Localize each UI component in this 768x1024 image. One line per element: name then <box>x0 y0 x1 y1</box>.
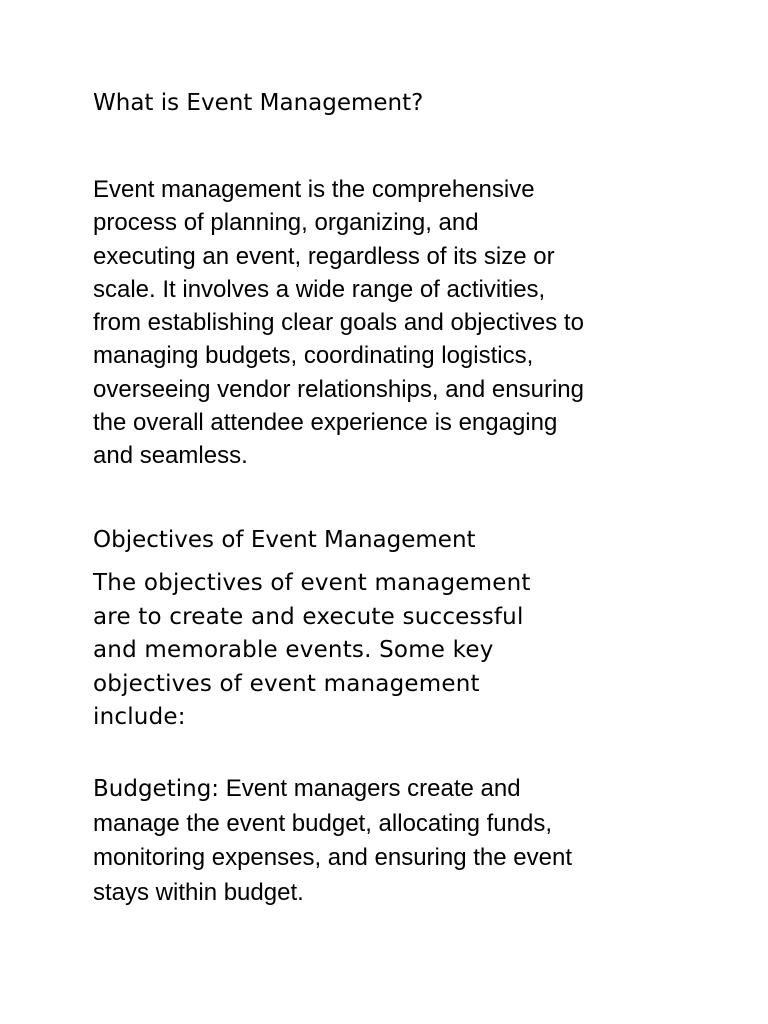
budgeting-label: Budgeting: <box>93 776 220 802</box>
section-heading-objectives: Objectives of Event Management <box>93 527 476 553</box>
intro-paragraph: Event management is the comprehensive process of planning, organizing, and executing an event, regardless of its size or scale. It involves a wide range of activities, from establishing clear goals and objectives to managing budgets, coordinating logistics, overseeing vendor relationships, and ensuring the overall attendee experience is engaging and seamless. <box>93 176 584 470</box>
section-heading-what-is-event-management: What is Event Management? <box>93 90 424 116</box>
objectives-paragraph: The objectives of event management are to create and execute successful and memorable events. Some key objectives of event management include: <box>93 570 531 730</box>
budgeting-paragraph <box>93 772 693 910</box>
budgeting-description: Event managers create and manage the event budget, allocating funds, monitoring expenses, and ensuring the event stays within budget. <box>93 775 572 906</box>
